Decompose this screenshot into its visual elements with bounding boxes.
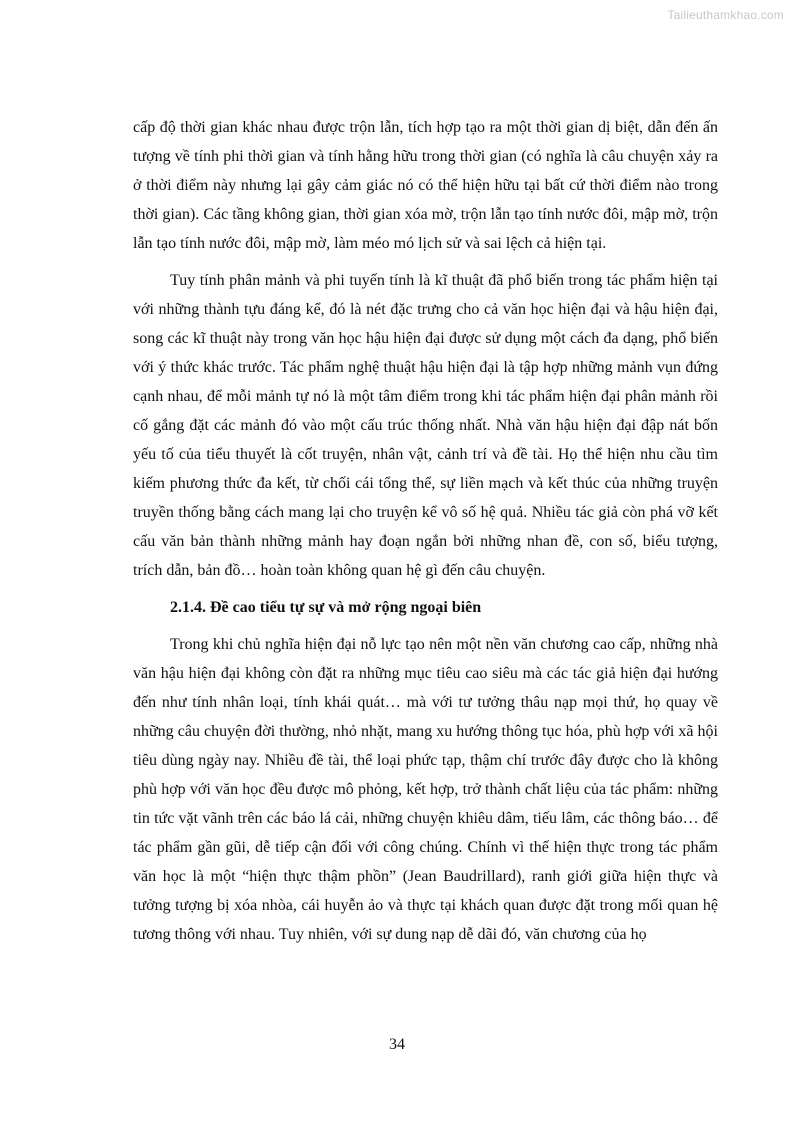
paragraph-micro-narrative: Trong khi chủ nghĩa hiện đại nỗ lực tạo nên một nền văn chương cao cấp, những nhà văn hậu hiện đại không còn đặt ra những mục tiêu cao siêu mà các tác giả hiện đại hướng đến như tính nhân loại, tính khái quát… mà với tư tưởng thâu nạp mọi thứ, họ quay về những câu chuyện đời thường, nhỏ nhặt, mang xu hướng thông tục hóa, phù hợp với xã hội tiêu dùng ngày nay. Nhiều đề tài, thể loại phức tạp, thậm chí trước đây được cho là không phù hợp với văn học đều được mô phỏng, kết hợp, trở thành chất liệu của tác phẩm: những tin tức vặt vãnh trên các báo lá cải, những chuyện khiêu dâm, tiếu lâm, các thông báo… để tác phẩm gần gũi, dễ tiếp cận đối với công chúng. Chính vì thế hiện thực trong tác phẩm văn học là một “hiện thực thậm phồn” (Jean Baudrillard), ranh giới giữa hiện thực và tưởng tượng bị xóa nhòa, cái huyễn ảo và thực tại khách quan được đặt trong mối quan hệ tương thông với nhau. Tuy nhiên, với sự dung nạp dễ dãi đó, văn chương của họ — [133, 636, 718, 943]
document-body — [133, 113, 718, 957]
section-heading: 2.1.4. Đề cao tiểu tự sự và mở rộng ngoại biên — [170, 599, 482, 616]
paragraph-fragmentation: Tuy tính phân mảnh và phi tuyến tính là kĩ thuật đã phổ biến trong tác phẩm hiện tại với những thành tựu đáng kể, đó là nét đặc trưng cho cả văn học hiện đại và hậu hiện đại, song các kĩ thuật này trong văn học hậu hiện đại được sử dụng một cách đa dạng, phổ biến với ý thức khác trước. Tác phẩm nghệ thuật hậu hiện đại là tập hợp những mảnh vụn đứng cạnh nhau, để mỗi mảnh tự nó là một tâm điểm trong khi tác phẩm hiện đại phân mảnh rồi cố gắng đặt các mảnh đó vào một cấu trúc thống nhất. Nhà văn hậu hiện đại đập nát bốn yếu tố của tiểu thuyết là cốt truyện, nhân vật, cảnh trí và đề tài. Họ thể hiện nhu cầu tìm kiếm phương thức đa kết, từ chối cái tổng thể, sự liền mạch và kết thúc của những truyện truyền thống bằng cách mang lại cho truyện kể vô số hệ quả. Nhiều tác giả còn phá vỡ kết cấu văn bản thành những mảnh hay đoạn ngắn bởi những nhan đề, con số, biểu tượng, trích dẫn, bản đồ… hoàn toàn không quan hệ gì đến câu chuyện. — [133, 272, 718, 579]
page-number: 34 — [389, 1036, 405, 1053]
watermark-text: Tailieuthamkhao.com — [667, 8, 784, 22]
paragraph-continued: cấp độ thời gian khác nhau được trộn lẫn, tích hợp tạo ra một thời gian dị biệt, dẫn đến ấn tượng về tính phi thời gian và tính hằng hữu trong thời gian (có nghĩa là câu chuyện xảy ra ở thời điểm này nhưng lại gây cảm giác nó có thể hiện hữu tại bất cứ thời điểm nào trong thời gian). Các tầng không gian, thời gian xóa mờ, trộn lẫn tạo tính nước đôi, mập mờ, trộn lẫn tạo tính nước đôi, mập mờ, làm méo mó lịch sử và sai lệch cả hiện tại. — [133, 119, 718, 252]
